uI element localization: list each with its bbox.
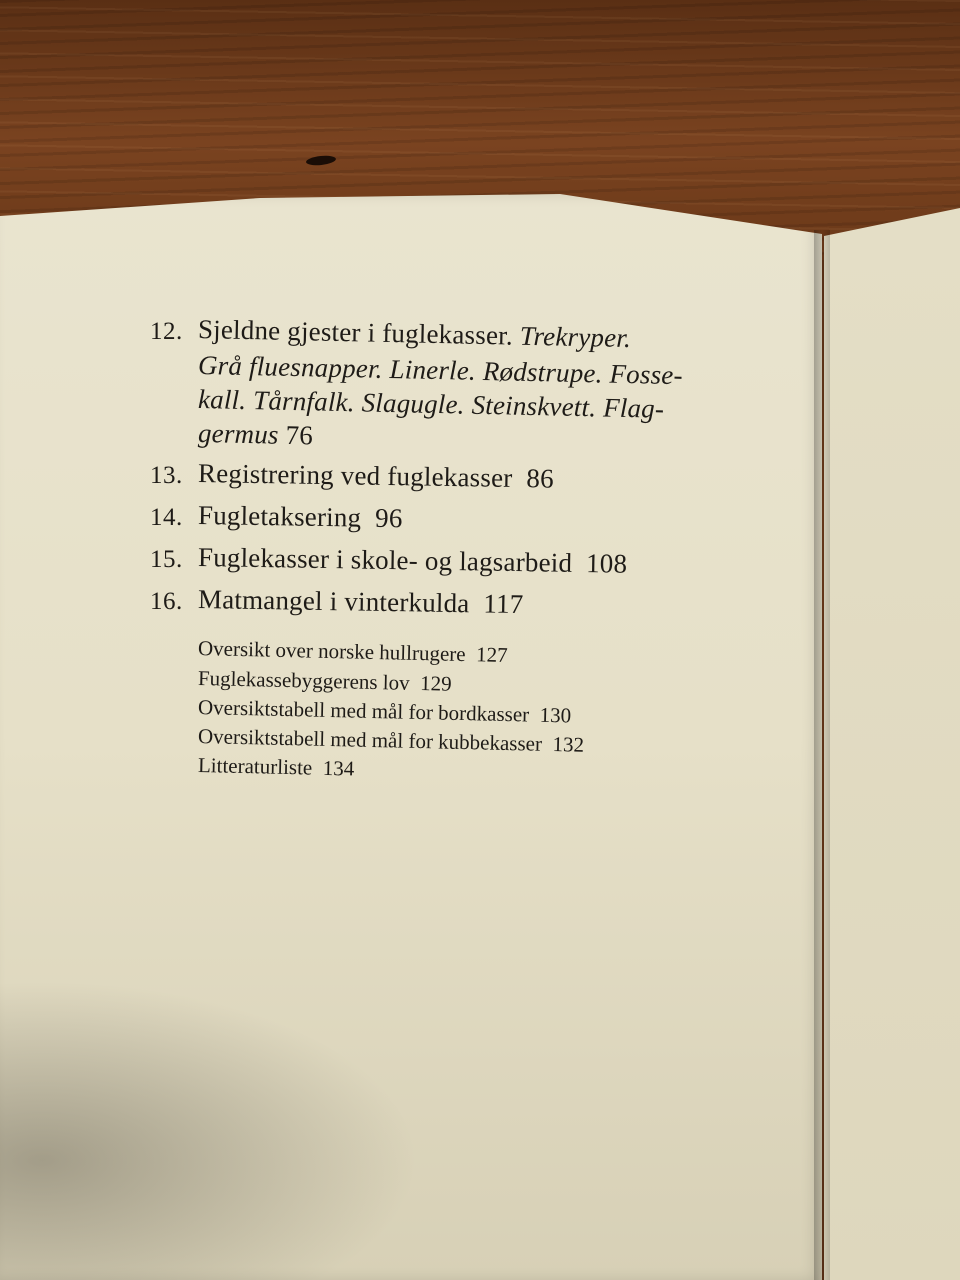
appendix-item: [198, 636, 508, 668]
entry-line: [198, 500, 403, 534]
entry-title: Fuglekasser i skole- og lagsarbeid: [197, 542, 573, 578]
entry-line: [198, 418, 314, 451]
entry-number: 15.: [150, 546, 183, 573]
entry-number: 14.: [150, 504, 183, 531]
appendix-item: [198, 666, 452, 697]
appendix-title: Oversiktstabell med mål for bordkasser: [197, 695, 530, 727]
appendix-title: Fuglekassebyggerens lov: [197, 666, 410, 695]
entry-number: 12.: [150, 318, 183, 345]
appendix-title: Litteraturliste: [197, 753, 313, 780]
page-number: 108: [585, 548, 628, 579]
page-number: 129: [419, 671, 452, 696]
page-number: 132: [552, 732, 585, 757]
appendix-item: [198, 724, 585, 758]
entry-line: [198, 584, 524, 620]
entry-title: Matmangel i vinterkulda: [197, 584, 470, 619]
entry-title: Registrering ved fuglekasser: [197, 458, 513, 493]
entry-title: Fugletaksering: [197, 500, 362, 533]
entry-line: [198, 458, 554, 495]
entry-line: [198, 542, 628, 580]
page-number: 134: [322, 755, 355, 781]
page-number: 96: [374, 502, 403, 534]
page-number: 127: [475, 642, 508, 668]
page-number: 130: [539, 702, 572, 728]
page-number: 86: [526, 463, 555, 494]
species-list: Grå fluesnapper. Linerle. Rødstrupe. Fosse-: [197, 350, 684, 391]
page-number: 76: [278, 419, 314, 451]
page-number: 117: [483, 588, 524, 620]
species-list: germus: [197, 418, 280, 450]
entry-number: 13.: [150, 462, 183, 489]
appendix-title: Oversikt over norske hullrugere: [197, 636, 466, 667]
appendix-item: [198, 753, 355, 782]
appendix-item: [198, 695, 572, 728]
species-list: kall. Tårnfalk. Slagugle. Steinskvett. Flag-: [197, 384, 665, 424]
entry-number: 16.: [150, 588, 183, 615]
entry-line: [198, 314, 632, 354]
species-list: Trekryper.: [519, 320, 632, 354]
appendix-title: Oversiktstabell med mål for kubbekasser: [197, 724, 543, 756]
entry-title: Sjeldne gjester i fuglekasser.: [197, 314, 521, 351]
